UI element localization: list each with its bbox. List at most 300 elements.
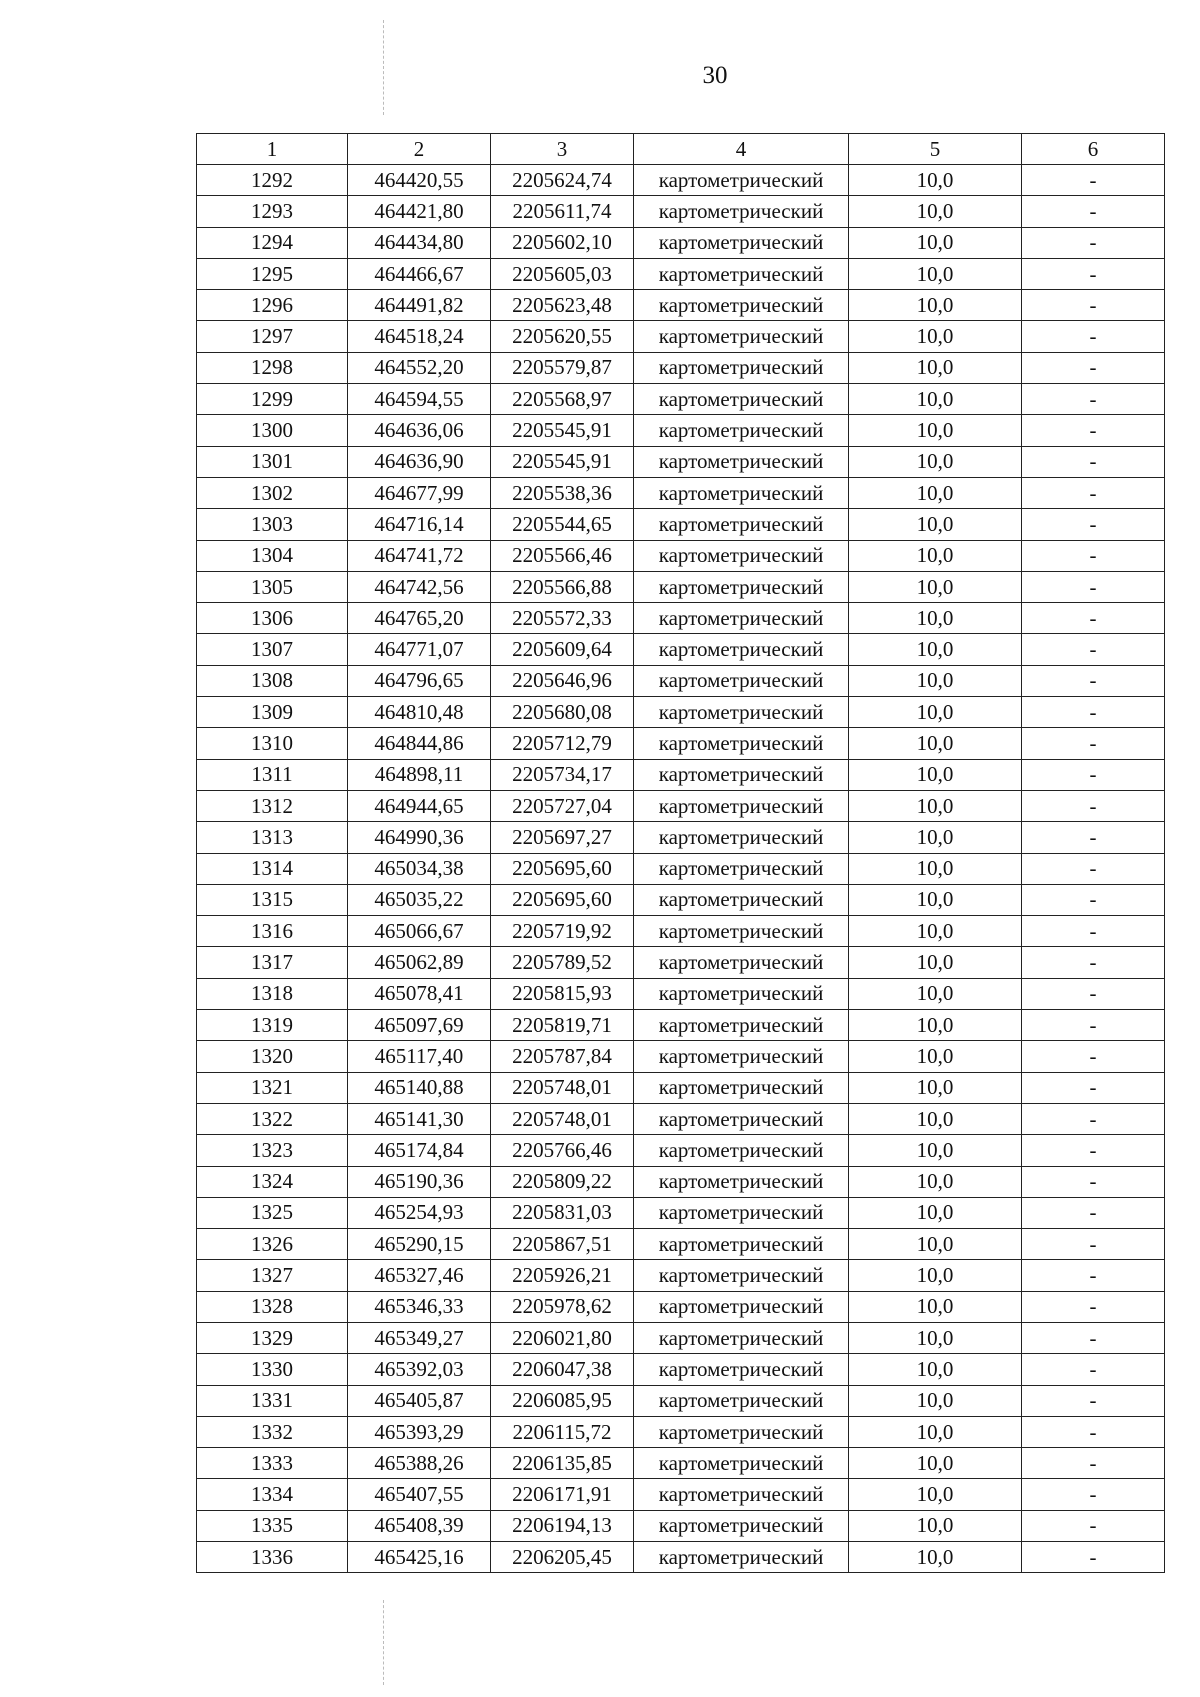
point-number-cell: 1321 <box>197 1072 348 1103</box>
y-coordinate-cell: 2205789,52 <box>491 947 634 978</box>
point-number-cell: 1292 <box>197 165 348 196</box>
method-cell: картометрический <box>634 227 849 258</box>
method-cell: картометрический <box>634 415 849 446</box>
table-row <box>197 822 1165 853</box>
accuracy-cell: 10,0 <box>849 509 1022 540</box>
table-row <box>197 1260 1165 1291</box>
accuracy-cell: 10,0 <box>849 415 1022 446</box>
description-cell: - <box>1022 1542 1165 1573</box>
method-cell: картометрический <box>634 1041 849 1072</box>
point-number-cell: 1323 <box>197 1135 348 1166</box>
y-coordinate-cell: 2205609,64 <box>491 634 634 665</box>
x-coordinate-cell: 464636,90 <box>348 446 491 477</box>
accuracy-cell: 10,0 <box>849 1479 1022 1510</box>
method-cell: картометрический <box>634 1510 849 1541</box>
method-cell: картометрический <box>634 352 849 383</box>
point-number-cell: 1305 <box>197 571 348 602</box>
table-row <box>197 853 1165 884</box>
point-number-cell: 1331 <box>197 1385 348 1416</box>
point-number-cell: 1300 <box>197 415 348 446</box>
accuracy-cell: 10,0 <box>849 978 1022 1009</box>
y-coordinate-cell: 2205680,08 <box>491 697 634 728</box>
x-coordinate-cell: 465117,40 <box>348 1041 491 1072</box>
description-cell: - <box>1022 1041 1165 1072</box>
point-number-cell: 1307 <box>197 634 348 665</box>
x-coordinate-cell: 464990,36 <box>348 822 491 853</box>
point-number-cell: 1316 <box>197 916 348 947</box>
description-cell: - <box>1022 227 1165 258</box>
method-cell: картометрический <box>634 603 849 634</box>
description-cell: - <box>1022 446 1165 477</box>
accuracy-cell: 10,0 <box>849 258 1022 289</box>
table-row <box>197 196 1165 227</box>
y-coordinate-cell: 2205611,74 <box>491 196 634 227</box>
method-cell: картометрический <box>634 165 849 196</box>
x-coordinate-cell: 464491,82 <box>348 290 491 321</box>
description-cell: - <box>1022 415 1165 446</box>
point-number-cell: 1318 <box>197 978 348 1009</box>
point-number-cell: 1310 <box>197 728 348 759</box>
table-row <box>197 665 1165 696</box>
method-cell: картометрический <box>634 258 849 289</box>
x-coordinate-cell: 465140,88 <box>348 1072 491 1103</box>
x-coordinate-cell: 464944,65 <box>348 790 491 821</box>
method-cell: картометрический <box>634 571 849 602</box>
accuracy-cell: 10,0 <box>849 446 1022 477</box>
table-row <box>197 697 1165 728</box>
method-cell: картометрический <box>634 509 849 540</box>
table-row <box>197 603 1165 634</box>
description-cell: - <box>1022 321 1165 352</box>
accuracy-cell: 10,0 <box>849 540 1022 571</box>
method-cell: картометрический <box>634 947 849 978</box>
description-cell: - <box>1022 978 1165 1009</box>
x-coordinate-cell: 465393,29 <box>348 1416 491 1447</box>
method-cell: картометрический <box>634 1448 849 1479</box>
point-number-cell: 1329 <box>197 1322 348 1353</box>
table-row <box>197 321 1165 352</box>
point-number-cell: 1320 <box>197 1041 348 1072</box>
x-coordinate-cell: 464420,55 <box>348 165 491 196</box>
method-cell: картометрический <box>634 1385 849 1416</box>
accuracy-cell: 10,0 <box>849 1103 1022 1134</box>
y-coordinate-cell: 2205734,17 <box>491 759 634 790</box>
accuracy-cell: 10,0 <box>849 321 1022 352</box>
y-coordinate-cell: 2205787,84 <box>491 1041 634 1072</box>
method-cell: картометрический <box>634 759 849 790</box>
x-coordinate-cell: 464677,99 <box>348 477 491 508</box>
y-coordinate-cell: 2205566,46 <box>491 540 634 571</box>
y-coordinate-cell: 2205545,91 <box>491 446 634 477</box>
table-row <box>197 540 1165 571</box>
y-coordinate-cell: 2205748,01 <box>491 1103 634 1134</box>
method-cell: картометрический <box>634 853 849 884</box>
point-number-cell: 1330 <box>197 1354 348 1385</box>
table-row <box>197 446 1165 477</box>
accuracy-cell: 10,0 <box>849 1197 1022 1228</box>
point-number-cell: 1335 <box>197 1510 348 1541</box>
accuracy-cell: 10,0 <box>849 1322 1022 1353</box>
x-coordinate-cell: 465405,87 <box>348 1385 491 1416</box>
point-number-cell: 1308 <box>197 665 348 696</box>
y-coordinate-cell: 2205605,03 <box>491 258 634 289</box>
y-coordinate-cell: 2206194,13 <box>491 1510 634 1541</box>
accuracy-cell: 10,0 <box>849 916 1022 947</box>
accuracy-cell: 10,0 <box>849 634 1022 665</box>
column-header: 6 <box>1022 134 1165 165</box>
y-coordinate-cell: 2206135,85 <box>491 1448 634 1479</box>
point-number-cell: 1298 <box>197 352 348 383</box>
table-row <box>197 759 1165 790</box>
x-coordinate-cell: 464741,72 <box>348 540 491 571</box>
table-row <box>197 415 1165 446</box>
y-coordinate-cell: 2205602,10 <box>491 227 634 258</box>
method-cell: картометрический <box>634 1354 849 1385</box>
point-number-cell: 1315 <box>197 884 348 915</box>
point-number-cell: 1327 <box>197 1260 348 1291</box>
method-cell: картометрический <box>634 540 849 571</box>
table-row <box>197 384 1165 415</box>
method-cell: картометрический <box>634 1229 849 1260</box>
method-cell: картометрический <box>634 1103 849 1134</box>
method-cell: картометрический <box>634 665 849 696</box>
accuracy-cell: 10,0 <box>849 790 1022 821</box>
table-row <box>197 1010 1165 1041</box>
method-cell: картометрический <box>634 916 849 947</box>
y-coordinate-cell: 2205544,65 <box>491 509 634 540</box>
description-cell: - <box>1022 1385 1165 1416</box>
accuracy-cell: 10,0 <box>849 352 1022 383</box>
y-coordinate-cell: 2205831,03 <box>491 1197 634 1228</box>
x-coordinate-cell: 465407,55 <box>348 1479 491 1510</box>
method-cell: картометрический <box>634 1135 849 1166</box>
point-number-cell: 1336 <box>197 1542 348 1573</box>
description-cell: - <box>1022 1010 1165 1041</box>
table-row <box>197 1135 1165 1166</box>
method-cell: картометрический <box>634 477 849 508</box>
x-coordinate-cell: 464434,80 <box>348 227 491 258</box>
method-cell: картометрический <box>634 321 849 352</box>
y-coordinate-cell: 2205695,60 <box>491 884 634 915</box>
point-number-cell: 1301 <box>197 446 348 477</box>
column-header: 1 <box>197 134 348 165</box>
coordinates-table <box>196 133 1165 1573</box>
x-coordinate-cell: 465078,41 <box>348 978 491 1009</box>
scan-artifact-bottom <box>383 1600 384 1685</box>
x-coordinate-cell: 465035,22 <box>348 884 491 915</box>
point-number-cell: 1296 <box>197 290 348 321</box>
y-coordinate-cell: 2205697,27 <box>491 822 634 853</box>
accuracy-cell: 10,0 <box>849 290 1022 321</box>
x-coordinate-cell: 464771,07 <box>348 634 491 665</box>
point-number-cell: 1325 <box>197 1197 348 1228</box>
description-cell: - <box>1022 290 1165 321</box>
accuracy-cell: 10,0 <box>849 165 1022 196</box>
description-cell: - <box>1022 1479 1165 1510</box>
method-cell: картометрический <box>634 1291 849 1322</box>
y-coordinate-cell: 2206115,72 <box>491 1416 634 1447</box>
description-cell: - <box>1022 1322 1165 1353</box>
x-coordinate-cell: 465290,15 <box>348 1229 491 1260</box>
method-cell: картометрический <box>634 822 849 853</box>
y-coordinate-cell: 2205766,46 <box>491 1135 634 1166</box>
description-cell: - <box>1022 1260 1165 1291</box>
description-cell: - <box>1022 1103 1165 1134</box>
description-cell: - <box>1022 853 1165 884</box>
y-coordinate-cell: 2205815,93 <box>491 978 634 1009</box>
point-number-cell: 1322 <box>197 1103 348 1134</box>
description-cell: - <box>1022 196 1165 227</box>
accuracy-cell: 10,0 <box>849 603 1022 634</box>
method-cell: картометрический <box>634 1166 849 1197</box>
accuracy-cell: 10,0 <box>849 853 1022 884</box>
table-row <box>197 1229 1165 1260</box>
point-number-cell: 1311 <box>197 759 348 790</box>
y-coordinate-cell: 2205623,48 <box>491 290 634 321</box>
description-cell: - <box>1022 634 1165 665</box>
table-row <box>197 509 1165 540</box>
accuracy-cell: 10,0 <box>849 1416 1022 1447</box>
x-coordinate-cell: 464796,65 <box>348 665 491 696</box>
method-cell: картометрический <box>634 1416 849 1447</box>
point-number-cell: 1293 <box>197 196 348 227</box>
description-cell: - <box>1022 1448 1165 1479</box>
table-row <box>197 1197 1165 1228</box>
y-coordinate-cell: 2206021,80 <box>491 1322 634 1353</box>
method-cell: картометрический <box>634 884 849 915</box>
method-cell: картометрический <box>634 1260 849 1291</box>
point-number-cell: 1302 <box>197 477 348 508</box>
table-row <box>197 728 1165 759</box>
point-number-cell: 1314 <box>197 853 348 884</box>
accuracy-cell: 10,0 <box>849 1354 1022 1385</box>
accuracy-cell: 10,0 <box>849 697 1022 728</box>
column-header: 5 <box>849 134 1022 165</box>
y-coordinate-cell: 2206205,45 <box>491 1542 634 1573</box>
table-row <box>197 1510 1165 1541</box>
table-row <box>197 1072 1165 1103</box>
description-cell: - <box>1022 1510 1165 1541</box>
accuracy-cell: 10,0 <box>849 1041 1022 1072</box>
table-row <box>197 571 1165 602</box>
table-row <box>197 916 1165 947</box>
description-cell: - <box>1022 1354 1165 1385</box>
table-row <box>197 884 1165 915</box>
y-coordinate-cell: 2205809,22 <box>491 1166 634 1197</box>
x-coordinate-cell: 464518,24 <box>348 321 491 352</box>
description-cell: - <box>1022 352 1165 383</box>
accuracy-cell: 10,0 <box>849 947 1022 978</box>
x-coordinate-cell: 464552,20 <box>348 352 491 383</box>
y-coordinate-cell: 2205695,60 <box>491 853 634 884</box>
description-cell: - <box>1022 665 1165 696</box>
point-number-cell: 1332 <box>197 1416 348 1447</box>
method-cell: картометрический <box>634 790 849 821</box>
description-cell: - <box>1022 384 1165 415</box>
y-coordinate-cell: 2205719,92 <box>491 916 634 947</box>
x-coordinate-cell: 464898,11 <box>348 759 491 790</box>
accuracy-cell: 10,0 <box>849 665 1022 696</box>
point-number-cell: 1313 <box>197 822 348 853</box>
y-coordinate-cell: 2205572,33 <box>491 603 634 634</box>
description-cell: - <box>1022 1229 1165 1260</box>
method-cell: картометрический <box>634 1072 849 1103</box>
accuracy-cell: 10,0 <box>849 759 1022 790</box>
y-coordinate-cell: 2205819,71 <box>491 1010 634 1041</box>
y-coordinate-cell: 2205926,21 <box>491 1260 634 1291</box>
description-cell: - <box>1022 884 1165 915</box>
description-cell: - <box>1022 1135 1165 1166</box>
x-coordinate-cell: 465408,39 <box>348 1510 491 1541</box>
method-cell: картометрический <box>634 1542 849 1573</box>
table-row <box>197 352 1165 383</box>
x-coordinate-cell: 465392,03 <box>348 1354 491 1385</box>
point-number-cell: 1295 <box>197 258 348 289</box>
y-coordinate-cell: 2205620,55 <box>491 321 634 352</box>
table-row <box>197 477 1165 508</box>
accuracy-cell: 10,0 <box>849 1010 1022 1041</box>
accuracy-cell: 10,0 <box>849 227 1022 258</box>
table-row <box>197 1542 1165 1573</box>
method-cell: картометрический <box>634 290 849 321</box>
x-coordinate-cell: 465062,89 <box>348 947 491 978</box>
x-coordinate-cell: 465349,27 <box>348 1322 491 1353</box>
y-coordinate-cell: 2205568,97 <box>491 384 634 415</box>
y-coordinate-cell: 2205545,91 <box>491 415 634 446</box>
description-cell: - <box>1022 697 1165 728</box>
x-coordinate-cell: 464810,48 <box>348 697 491 728</box>
point-number-cell: 1312 <box>197 790 348 821</box>
table-row <box>197 1103 1165 1134</box>
table-row <box>197 1166 1165 1197</box>
x-coordinate-cell: 464594,55 <box>348 384 491 415</box>
y-coordinate-cell: 2206171,91 <box>491 1479 634 1510</box>
y-coordinate-cell: 2205579,87 <box>491 352 634 383</box>
method-cell: картометрический <box>634 1197 849 1228</box>
accuracy-cell: 10,0 <box>849 477 1022 508</box>
description-cell: - <box>1022 1291 1165 1322</box>
table-body <box>197 165 1165 1573</box>
description-cell: - <box>1022 1416 1165 1447</box>
y-coordinate-cell: 2205646,96 <box>491 665 634 696</box>
accuracy-cell: 10,0 <box>849 1385 1022 1416</box>
y-coordinate-cell: 2205566,88 <box>491 571 634 602</box>
table-row <box>197 1385 1165 1416</box>
method-cell: картометрический <box>634 446 849 477</box>
table-row <box>197 1322 1165 1353</box>
description-cell: - <box>1022 165 1165 196</box>
y-coordinate-cell: 2205624,74 <box>491 165 634 196</box>
description-cell: - <box>1022 790 1165 821</box>
table-row <box>197 1291 1165 1322</box>
description-cell: - <box>1022 1166 1165 1197</box>
table-row <box>197 1041 1165 1072</box>
accuracy-cell: 10,0 <box>849 1166 1022 1197</box>
x-coordinate-cell: 464742,56 <box>348 571 491 602</box>
y-coordinate-cell: 2205712,79 <box>491 728 634 759</box>
accuracy-cell: 10,0 <box>849 1260 1022 1291</box>
column-header: 4 <box>634 134 849 165</box>
point-number-cell: 1324 <box>197 1166 348 1197</box>
description-cell: - <box>1022 258 1165 289</box>
table-row <box>197 227 1165 258</box>
description-cell: - <box>1022 509 1165 540</box>
description-cell: - <box>1022 916 1165 947</box>
accuracy-cell: 10,0 <box>849 384 1022 415</box>
point-number-cell: 1334 <box>197 1479 348 1510</box>
x-coordinate-cell: 464466,67 <box>348 258 491 289</box>
column-header: 2 <box>348 134 491 165</box>
column-header: 3 <box>491 134 634 165</box>
method-cell: картометрический <box>634 196 849 227</box>
table-row <box>197 634 1165 665</box>
point-number-cell: 1309 <box>197 697 348 728</box>
point-number-cell: 1333 <box>197 1448 348 1479</box>
method-cell: картометрический <box>634 1322 849 1353</box>
y-coordinate-cell: 2205978,62 <box>491 1291 634 1322</box>
table-row <box>197 1416 1165 1447</box>
accuracy-cell: 10,0 <box>849 1510 1022 1541</box>
x-coordinate-cell: 465327,46 <box>348 1260 491 1291</box>
description-cell: - <box>1022 822 1165 853</box>
x-coordinate-cell: 465254,93 <box>348 1197 491 1228</box>
x-coordinate-cell: 465097,69 <box>348 1010 491 1041</box>
description-cell: - <box>1022 477 1165 508</box>
method-cell: картометрический <box>634 728 849 759</box>
point-number-cell: 1299 <box>197 384 348 415</box>
table-row <box>197 1448 1165 1479</box>
y-coordinate-cell: 2205867,51 <box>491 1229 634 1260</box>
y-coordinate-cell: 2206085,95 <box>491 1385 634 1416</box>
table-row <box>197 1479 1165 1510</box>
accuracy-cell: 10,0 <box>849 1542 1022 1573</box>
method-cell: картометрический <box>634 1479 849 1510</box>
method-cell: картометрический <box>634 1010 849 1041</box>
y-coordinate-cell: 2205748,01 <box>491 1072 634 1103</box>
description-cell: - <box>1022 571 1165 602</box>
table-row <box>197 290 1165 321</box>
table-row <box>197 978 1165 1009</box>
x-coordinate-cell: 465346,33 <box>348 1291 491 1322</box>
x-coordinate-cell: 464765,20 <box>348 603 491 634</box>
page-number: 30 <box>702 62 728 89</box>
table-row <box>197 790 1165 821</box>
point-number-cell: 1328 <box>197 1291 348 1322</box>
accuracy-cell: 10,0 <box>849 728 1022 759</box>
description-cell: - <box>1022 1197 1165 1228</box>
x-coordinate-cell: 465388,26 <box>348 1448 491 1479</box>
point-number-cell: 1317 <box>197 947 348 978</box>
x-coordinate-cell: 465066,67 <box>348 916 491 947</box>
accuracy-cell: 10,0 <box>849 196 1022 227</box>
x-coordinate-cell: 464716,14 <box>348 509 491 540</box>
table-row <box>197 1354 1165 1385</box>
accuracy-cell: 10,0 <box>849 1072 1022 1103</box>
accuracy-cell: 10,0 <box>849 822 1022 853</box>
y-coordinate-cell: 2205538,36 <box>491 477 634 508</box>
description-cell: - <box>1022 1072 1165 1103</box>
x-coordinate-cell: 465174,84 <box>348 1135 491 1166</box>
method-cell: картометрический <box>634 697 849 728</box>
x-coordinate-cell: 465034,38 <box>348 853 491 884</box>
x-coordinate-cell: 465141,30 <box>348 1103 491 1134</box>
x-coordinate-cell: 465190,36 <box>348 1166 491 1197</box>
table-row <box>197 947 1165 978</box>
y-coordinate-cell: 2206047,38 <box>491 1354 634 1385</box>
point-number-cell: 1326 <box>197 1229 348 1260</box>
table-row <box>197 258 1165 289</box>
method-cell: картометрический <box>634 978 849 1009</box>
